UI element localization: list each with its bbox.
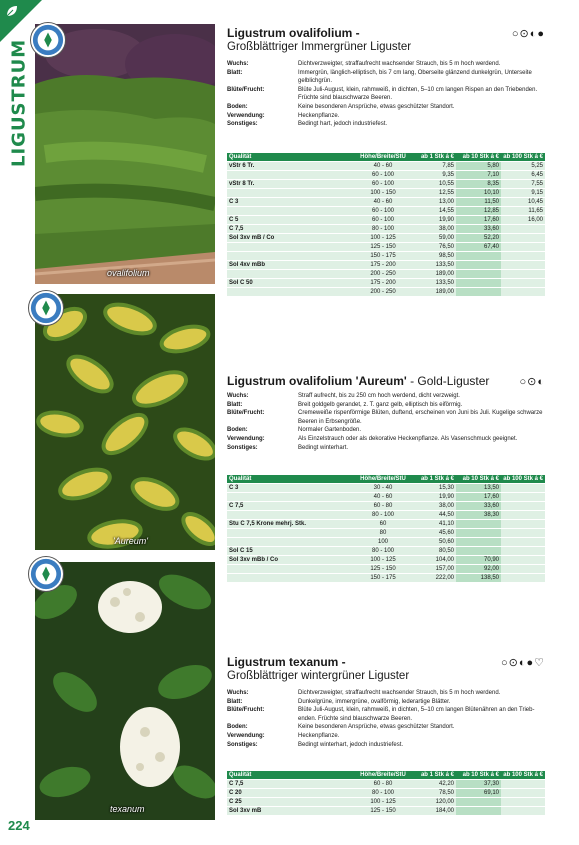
property-row xyxy=(227,120,545,129)
table-cell xyxy=(456,538,501,547)
table-row xyxy=(227,279,545,288)
table-cell: 184,00 xyxy=(411,807,456,816)
photo-ovalifolium xyxy=(35,24,215,284)
property-value: Bedingt hart, jedoch industriefest. xyxy=(298,121,388,128)
property-label: Blüte/Frucht: xyxy=(227,86,265,93)
table-cell xyxy=(501,484,545,493)
table-cell xyxy=(227,270,355,279)
property-label: Wuchs: xyxy=(227,61,249,67)
product-title: Ligustrum ovalifolium - xyxy=(227,26,360,40)
plant-badge xyxy=(28,556,64,592)
table-cell: 16,00 xyxy=(501,216,545,225)
table-cell xyxy=(501,556,545,565)
table-cell xyxy=(501,547,545,556)
property-value: Keine besonderen Ansprüche, etwas geschützter Standort. xyxy=(298,724,455,731)
table-header-row xyxy=(227,475,545,484)
property-label: Sonstiges: xyxy=(227,121,258,128)
table-cell: 80 - 100 xyxy=(355,511,411,520)
table-cell: C 20 xyxy=(227,789,355,798)
table-cell: 189,00 xyxy=(411,288,456,297)
product-subtitle: - Gold-Liguster xyxy=(410,374,490,388)
photo-texanum xyxy=(35,562,215,820)
property-list xyxy=(227,60,545,129)
site-symbols: ○⊙◐●♡ xyxy=(500,657,545,669)
table-cell xyxy=(501,538,545,547)
property-label: Verwendung: xyxy=(227,732,265,739)
column-header: Qualität xyxy=(227,771,355,780)
side-title: LIGUSTRUM xyxy=(8,38,30,168)
column-header: Qualität xyxy=(227,153,355,162)
table-cell: 70,90 xyxy=(456,556,501,565)
property-value: Dichtverzweigter, straffaufrecht wachsender Strauch, bis 5 m hoch werdend. xyxy=(298,690,501,696)
column-header: ab 10 Stk á € xyxy=(456,771,501,780)
table-row xyxy=(227,547,545,556)
table-cell: 17,60 xyxy=(456,216,501,225)
table-cell xyxy=(501,780,545,789)
table-cell xyxy=(227,493,355,502)
table-cell xyxy=(501,243,545,252)
column-header: ab 100 Stk á € xyxy=(501,153,545,162)
plant-badge xyxy=(30,22,66,58)
property-label: Verwendung: xyxy=(227,112,265,119)
table-cell: 13,00 xyxy=(411,198,456,207)
table-cell: Sol C 15 xyxy=(227,547,355,556)
table-cell: C 3 xyxy=(227,484,355,493)
property-value: Straff aufrecht, bis zu 250 cm hoch werdend, dicht verzweigt. xyxy=(298,393,460,399)
table-cell xyxy=(456,520,501,529)
table-cell: 41,10 xyxy=(411,520,456,529)
property-value: Breit goldgelb gerandet, z. T. ganz gelb, elliptisch bis eiförmig. xyxy=(298,401,463,408)
page-number: 224 xyxy=(8,818,30,833)
product-aureum xyxy=(227,374,545,452)
property-label: Blatt: xyxy=(227,401,243,408)
table-cell: 150 - 175 xyxy=(355,252,411,261)
table-cell: 60 - 100 xyxy=(355,171,411,180)
property-value: Blüte Juli-August, klein, rahmweiß, in dichten, 5–10 cm langen Blütenähren an den Triebenden. Früchte sind blauschwarze Beeren. xyxy=(298,707,535,722)
property-label: Boden: xyxy=(227,103,248,110)
property-row xyxy=(227,698,545,707)
table-cell: C 7,5 xyxy=(227,225,355,234)
price-table xyxy=(227,475,545,582)
table-cell: 45,60 xyxy=(411,529,456,538)
table-cell: 6,45 xyxy=(501,171,545,180)
property-label: Blüte/Frucht: xyxy=(227,707,265,714)
table-cell: 222,00 xyxy=(411,574,456,583)
table-cell: 33,60 xyxy=(456,225,501,234)
property-value: Bedingt winterhart, jedoch industriefest. xyxy=(298,741,404,748)
table-cell xyxy=(456,252,501,261)
property-value: Bedingt winterhart. xyxy=(298,444,349,451)
property-row xyxy=(227,426,545,435)
column-header: ab 100 Stk á € xyxy=(501,475,545,484)
table-cell: 200 - 250 xyxy=(355,288,411,297)
property-value: Dunkelgrüne, immergrüne, ovalförmig, lederartige Blätter. xyxy=(298,698,451,705)
table-cell: 76,50 xyxy=(411,243,456,252)
table-cell xyxy=(501,252,545,261)
table-row xyxy=(227,207,545,216)
table-row xyxy=(227,780,545,789)
table-row xyxy=(227,565,545,574)
table-cell xyxy=(227,529,355,538)
column-header: Höhe/Breite/StU xyxy=(355,771,411,780)
table-cell xyxy=(227,207,355,216)
table-cell: 138,50 xyxy=(456,574,501,583)
table-row xyxy=(227,493,545,502)
property-row xyxy=(227,103,545,112)
property-row xyxy=(227,409,545,426)
table-cell xyxy=(227,189,355,198)
table-cell: 38,00 xyxy=(411,502,456,511)
table-row xyxy=(227,198,545,207)
property-row xyxy=(227,401,545,410)
property-label: Blatt: xyxy=(227,69,243,76)
photo-aureum xyxy=(35,294,215,550)
table-cell: 38,30 xyxy=(456,511,501,520)
property-label: Sonstiges: xyxy=(227,741,258,748)
table-cell xyxy=(456,261,501,270)
table-cell: Sol 3xv mBb / Co xyxy=(227,556,355,565)
table-cell: 133,50 xyxy=(411,261,456,270)
table-cell: 5,25 xyxy=(501,162,545,171)
table-cell: vStr 8 Tr. xyxy=(227,180,355,189)
property-value: Dichtverzweigter, straffaufrecht wachsender Strauch, bis 5 m hoch werdend. xyxy=(298,61,501,67)
property-row xyxy=(227,723,545,732)
table-cell: 19,90 xyxy=(411,493,456,502)
table-cell xyxy=(501,279,545,288)
property-value: Als Einzelstrauch oder als dekorative Heckenpflanze. Als Vasenschmuck geeignet. xyxy=(298,435,518,442)
table-row xyxy=(227,180,545,189)
property-row xyxy=(227,706,545,723)
table-cell xyxy=(456,807,501,816)
table-cell xyxy=(501,288,545,297)
table-cell xyxy=(227,511,355,520)
table-cell xyxy=(227,574,355,583)
table-cell: 100 xyxy=(355,538,411,547)
price-table xyxy=(227,153,545,296)
property-row xyxy=(227,741,545,750)
table-cell: 33,60 xyxy=(456,502,501,511)
table-cell: 38,00 xyxy=(411,225,456,234)
table-cell: 80 xyxy=(355,529,411,538)
table-cell xyxy=(227,565,355,574)
column-header: ab 1 Stk á € xyxy=(411,153,456,162)
table-cell: vStr 6 Tr. xyxy=(227,162,355,171)
table-cell: 175 - 200 xyxy=(355,279,411,288)
table-cell xyxy=(501,529,545,538)
table-cell: 60 - 80 xyxy=(355,502,411,511)
table-cell: 15,30 xyxy=(411,484,456,493)
table-cell xyxy=(501,225,545,234)
property-label: Sonstiges: xyxy=(227,444,258,451)
table-cell: 10,10 xyxy=(456,189,501,198)
table-header-row xyxy=(227,771,545,780)
product-subtitle: Großblättriger Immergrüner Liguster xyxy=(227,41,412,53)
table-cell: 10,45 xyxy=(501,198,545,207)
table-cell xyxy=(227,171,355,180)
table-cell xyxy=(501,261,545,270)
table-cell: 11,65 xyxy=(501,207,545,216)
table-row xyxy=(227,225,545,234)
table-row xyxy=(227,529,545,538)
table-cell: 44,50 xyxy=(411,511,456,520)
table-row xyxy=(227,234,545,243)
table-cell: 100 - 125 xyxy=(355,556,411,565)
column-header: ab 10 Stk á € xyxy=(456,153,501,162)
table-cell: 8,35 xyxy=(456,180,501,189)
table-cell: 78,50 xyxy=(411,789,456,798)
property-value: Keine besonderen Ansprüche, etwas geschützter Standort. xyxy=(298,103,455,110)
table-row xyxy=(227,798,545,807)
table-row xyxy=(227,502,545,511)
property-value: Blüte Juli-August, klein, rahmweiß, in dichten, 5–10 cm langen Rispen an den Triebenden. Früchte sind blauschwarze Beeren. xyxy=(298,86,538,102)
table-row xyxy=(227,162,545,171)
property-label: Wuchs: xyxy=(227,690,249,696)
table-row xyxy=(227,189,545,198)
table-cell xyxy=(227,252,355,261)
table-cell: Sol 4xv mBb xyxy=(227,261,355,270)
product-title-line xyxy=(227,374,545,388)
table-cell xyxy=(501,798,545,807)
table-cell: 13,50 xyxy=(456,484,501,493)
table-cell xyxy=(501,493,545,502)
property-row xyxy=(227,392,545,401)
table-cell: 100 - 125 xyxy=(355,798,411,807)
product-subtitle: Großblättriger wintergrüner Liguster xyxy=(227,670,410,682)
table-cell: C 3 xyxy=(227,198,355,207)
table-cell xyxy=(501,270,545,279)
property-label: Boden: xyxy=(227,427,248,434)
table-row xyxy=(227,270,545,279)
table-cell: 12,55 xyxy=(411,189,456,198)
column-header: Qualität xyxy=(227,475,355,484)
photo-label: ovalifolium xyxy=(107,268,150,278)
table-cell: 40 - 60 xyxy=(355,493,411,502)
table-cell: 175 - 200 xyxy=(355,261,411,270)
table-cell: 80,50 xyxy=(411,547,456,556)
table-row xyxy=(227,538,545,547)
table-header-row xyxy=(227,153,545,162)
table-cell xyxy=(456,270,501,279)
table-row xyxy=(227,243,545,252)
table-cell xyxy=(456,547,501,556)
table-cell xyxy=(501,565,545,574)
column-header: Höhe/Breite/StU xyxy=(355,475,411,484)
photo-label: 'Aureum' xyxy=(113,536,148,546)
plant-badge xyxy=(28,290,64,326)
table-row xyxy=(227,171,545,180)
table-cell: 150 - 175 xyxy=(355,574,411,583)
property-row xyxy=(227,69,545,86)
table-cell: C 25 xyxy=(227,798,355,807)
property-value: Heckenpflanze. xyxy=(298,732,340,739)
table-cell: 40 - 60 xyxy=(355,162,411,171)
table-cell xyxy=(227,288,355,297)
property-row xyxy=(227,732,545,741)
table-cell: 10,55 xyxy=(411,180,456,189)
table-cell: 14,55 xyxy=(411,207,456,216)
property-label: Blatt: xyxy=(227,698,243,705)
table-cell: 200 - 250 xyxy=(355,270,411,279)
table-cell: C 7,5 xyxy=(227,780,355,789)
table-cell: 157,00 xyxy=(411,565,456,574)
table-cell: 9,15 xyxy=(501,189,545,198)
property-label: Wuchs: xyxy=(227,393,249,399)
table-cell: 125 - 150 xyxy=(355,243,411,252)
table-cell: 80 - 100 xyxy=(355,547,411,556)
table-cell: 69,10 xyxy=(456,789,501,798)
table-cell xyxy=(456,288,501,297)
table-cell: 189,00 xyxy=(411,270,456,279)
column-header: ab 100 Stk á € xyxy=(501,771,545,780)
table-cell: 98,50 xyxy=(411,252,456,261)
table-cell xyxy=(501,789,545,798)
table-row xyxy=(227,252,545,261)
leaf-icon xyxy=(5,4,19,18)
table-row xyxy=(227,807,545,816)
table-cell: 37,30 xyxy=(456,780,501,789)
table-row xyxy=(227,216,545,225)
photo-label: texanum xyxy=(110,804,145,814)
table-cell: 30 - 40 xyxy=(355,484,411,493)
table-cell xyxy=(227,243,355,252)
property-row xyxy=(227,60,545,69)
table-cell: 133,50 xyxy=(411,279,456,288)
table-cell: C 7,5 xyxy=(227,502,355,511)
table-cell: 100 - 150 xyxy=(355,189,411,198)
property-row xyxy=(227,112,545,121)
table-cell: 7,10 xyxy=(456,171,501,180)
property-value: Immergrün, länglich-elliptisch, bis 7 cm lang, Oberseite glänzend dunkelgrün, Unterseite gelblichgrün. xyxy=(298,69,532,85)
table-cell xyxy=(456,798,501,807)
property-row xyxy=(227,444,545,453)
table-row xyxy=(227,261,545,270)
product-title: Ligustrum ovalifolium 'Aureum' xyxy=(227,374,407,388)
table-cell: 60 - 100 xyxy=(355,180,411,189)
table-cell: 12,85 xyxy=(456,207,501,216)
table-cell: 17,60 xyxy=(456,493,501,502)
table-cell: Stu C 7,5 Krone mehrj. Stk. xyxy=(227,520,355,529)
price-table xyxy=(227,771,545,815)
table-cell: 80 - 100 xyxy=(355,225,411,234)
table-cell: Sol 3xv mB xyxy=(227,807,355,816)
table-cell: 11,50 xyxy=(456,198,501,207)
table-cell: 120,00 xyxy=(411,798,456,807)
property-label: Verwendung: xyxy=(227,435,265,442)
table-cell: Sol 3xv mB / Co xyxy=(227,234,355,243)
table-row xyxy=(227,288,545,297)
table-cell: 80 - 100 xyxy=(355,789,411,798)
table-cell: C 5 xyxy=(227,216,355,225)
product-title: Ligustrum texanum - xyxy=(227,655,346,669)
column-header: Höhe/Breite/StU xyxy=(355,153,411,162)
property-row xyxy=(227,435,545,444)
table-cell: 7,85 xyxy=(411,162,456,171)
table-cell: 125 - 150 xyxy=(355,565,411,574)
table-cell: 9,35 xyxy=(411,171,456,180)
property-row xyxy=(227,689,545,698)
property-row xyxy=(227,86,545,103)
table-cell xyxy=(501,520,545,529)
product-ovalifolium xyxy=(227,26,545,129)
table-cell: 42,20 xyxy=(411,780,456,789)
table-cell: 60 - 80 xyxy=(355,780,411,789)
table-cell: 52,20 xyxy=(456,234,501,243)
product-texanum xyxy=(227,655,545,749)
table-cell: 5,80 xyxy=(456,162,501,171)
table-cell: 50,60 xyxy=(411,538,456,547)
table-cell: Sol C 50 xyxy=(227,279,355,288)
table-cell: 60 - 100 xyxy=(355,216,411,225)
column-header: ab 1 Stk á € xyxy=(411,771,456,780)
table-cell xyxy=(501,574,545,583)
property-value: Normaler Gartenboden. xyxy=(298,427,362,434)
table-cell xyxy=(456,529,501,538)
table-cell: 125 - 150 xyxy=(355,807,411,816)
table-cell xyxy=(501,234,545,243)
column-header: ab 10 Stk á € xyxy=(456,475,501,484)
property-list xyxy=(227,689,545,749)
table-cell xyxy=(501,807,545,816)
table-cell xyxy=(501,502,545,511)
table-row xyxy=(227,484,545,493)
table-cell xyxy=(227,538,355,547)
property-label: Boden: xyxy=(227,724,248,731)
table-row xyxy=(227,556,545,565)
table-row xyxy=(227,511,545,520)
table-cell: 67,40 xyxy=(456,243,501,252)
table-cell xyxy=(501,511,545,520)
table-cell: 92,00 xyxy=(456,565,501,574)
table-cell: 40 - 60 xyxy=(355,198,411,207)
site-symbols: ○⊙◐● xyxy=(511,28,545,40)
table-cell: 7,55 xyxy=(501,180,545,189)
table-cell: 100 - 125 xyxy=(355,234,411,243)
site-symbols: ○⊙◐ xyxy=(519,376,545,388)
table-row xyxy=(227,520,545,529)
column-header: ab 1 Stk á € xyxy=(411,475,456,484)
table-cell: 60 xyxy=(355,520,411,529)
table-cell: 104,00 xyxy=(411,556,456,565)
property-value: Cremeweiße rispenförmige Blüten, duftend, erscheinen von Juni bis Juli. Kugelige schwarze Beeren in Erbsengröße. xyxy=(298,410,543,425)
property-label: Blüte/Frucht: xyxy=(227,410,265,417)
table-cell: 60 - 100 xyxy=(355,207,411,216)
property-value: Heckenpflanze. xyxy=(298,112,340,119)
table-row xyxy=(227,789,545,798)
table-cell: 59,00 xyxy=(411,234,456,243)
table-row xyxy=(227,574,545,583)
table-cell: 19,90 xyxy=(411,216,456,225)
table-cell xyxy=(456,279,501,288)
property-list xyxy=(227,392,545,452)
